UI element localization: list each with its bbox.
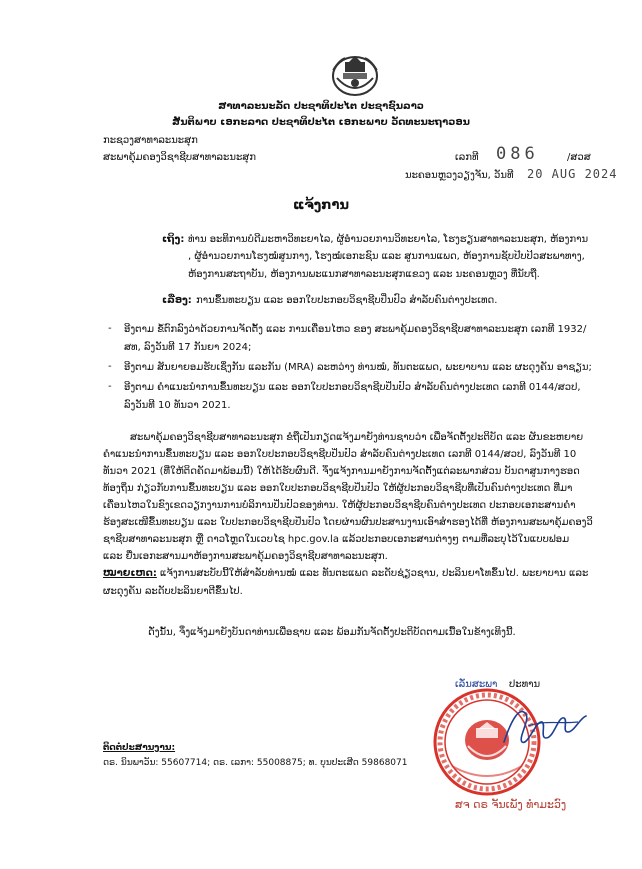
ministry-name: ກະຊວງສາທາລະນະສຸກ [103, 135, 198, 146]
subject-text: ການຂຶ້ນທະບຽນ ແລະ ອອກໃບປະກອບວິຊາຊີບປິ່ນປົວ ສໍາລັບຄົນຕ່າງປະເທດ. [196, 295, 498, 306]
body-line-7-end: ແລ້ວປະກອບເອກະສານຕ່າງໆ ຕາມທີ່ລະບຸໄວ້ໃນແບບຟອມ [342, 534, 570, 545]
signatory-title: ປະທານ [509, 679, 541, 690]
reference-1-line-1: ອີງຕາມ ຂໍ້ຕົກລົງວ່າດ້ວຍການຈັດຕັ້ງ ແລະ ການເຄື່ອນໄຫວ ຂອງ ສະພາຄຸ້ມຄອງວິຊາຊີບສາທາລະນະສຸກ ເລກທີ 1932/ [124, 324, 587, 335]
ref-number-label: ເລກທີ [455, 152, 479, 163]
on-behalf-text: ເລັ່ນສະພາ [455, 679, 498, 690]
body-line-5: ເຄື່ອນໄຫວໃນຂົງເຂດວຽກງານການບໍລິການປິ່ນປົວຂອງທ່ານ. ໃຫ້ຜູ້ປະກອບວິຊາຊີບຄົນຕ່າງປະເທດ ປະກອບເອກະສານຄໍາ [103, 500, 576, 511]
note-line-1: ແຈ້ງການສະບັບນີ້ໃຫ້ສໍາລັບທ່ານໝໍ ແລະ ທັນຕະແພດ ລະດັບຊ່ຽວຊານ, ປະລິນຍາໂທຂຶ້ນໄປ. ພະຍາບານ ແລະ [160, 568, 589, 579]
place-date-label: ນະຄອນຫຼວງວຽງຈັນ, ວັນທີ [405, 170, 514, 181]
to-line-1: ທ່ານ ອະທິການບໍດີມະຫາວິທະຍາໄລ, ຜູ້ອໍານວຍການວິທະຍາໄລ, ໂຮງຮຽນສາທາລະນະສຸກ, ຫ້ອງການ [188, 234, 589, 245]
reference-bullet-1: - [108, 323, 112, 334]
ref-number: 086 [496, 144, 539, 164]
national-header-line1: ສາທາລະນະລັດ ປະຊາທິປະໄຕ ປະຊາຊົນລາວ [218, 101, 424, 112]
body-line-1: ສະພາຄຸ້ມຄອງວິຊາຊີບສາທາລະນະສຸກ ຂໍຖືເປັນກຽດແຈ້ງມາຍັງທ່ານຊາບວ່າ ເພື່ອຈັດຕັ້ງປະຕິບັດ ແລະ ຜັນຂະຫຍາຍ [130, 432, 584, 443]
national-emblem-icon [329, 52, 381, 96]
reference-3-line-2: ລົງວັນທີ 10 ທັນວາ 2021. [124, 400, 231, 411]
closing-text: ດັ່ງນັ້ນ, ຈຶ່ງແຈ້ງມາຍັງບັນດາທ່ານເພື່ອຊາບ ແລະ ພ້ອມກັນຈັດຕັ້ງປະຕິບັດຕາມເນື້ອໃນຂ້າງເທິງນີ້. [148, 627, 516, 638]
signature-icon [498, 698, 590, 752]
to-line-3: ຫ້ອງການສະຖາບັນ, ຫ້ອງການພະແນກສາທາລະນະສຸກແຂວງ ແລະ ນະຄອນຫຼວງ ທີ່ນັບຖື. [188, 269, 540, 280]
note-label: ໝາຍເຫດ: [103, 568, 157, 579]
council-name: ສະພາຄຸ້ມຄອງວິຊາຊີບສາທາລະນະສຸກ [103, 152, 257, 163]
reference-bullet-2: - [108, 361, 112, 372]
subject-label: ເລື່ອງ: [162, 295, 192, 306]
national-header-line2: ສັນຕິພາບ ເອກະລາດ ປະຊາທິປະໄຕ ເອກະພາບ ວັດທະນະຖາວອນ [172, 117, 470, 128]
to-label: ເຖິງ: [162, 234, 185, 245]
issue-date: 20 AUG 2024 [527, 167, 618, 181]
website-link[interactable]: hpc.gov.la [287, 534, 339, 545]
body-line-7-start: ຊາຊີບສາທາລະນະສຸກ ຫຼື ດາວໂຫຼດໃນເວບໄຊ [103, 534, 285, 545]
reference-bullet-3: - [108, 381, 112, 392]
body-line-4: ທ້ອງຖິ່ນ ກ່ຽວກັບການຂຶ້ນທະບຽນ ແລະ ອອກໃບປະກອບວິຊາຊີບປິ່ນປົວ ໃຫ້ຜູ້ປະກອບວິຊາຊີບທີ່ເປັນຄົນຕ່າງປະເທດ ທີ່ມາ [103, 483, 573, 494]
body-line-6: ຮ້ອງສະເໜີຂຶ້ນທະບຽນ ແລະ ໃບປະກອບວິຊາຊີບປິ່ນປົວ ໂດຍຜ່ານຜົນປະສານງານເອົາສໍາຮອງໄດ້ທີ່ ຫ້ອງການສະພາຄຸ້ມຄອງວິ [103, 517, 593, 528]
contact-label: ຕິດຕໍ່ປະສານງານ: [103, 743, 176, 753]
body-line-3: ທັນວາ 2021 (ທີ່ໃຫ້ຕິດຄັດມາພ້ອມນີ້) ໃຫ້ໄດ້ຮັບຜົນດີ. ຈຶ່ງແຈ້ງການມາຍັງການຈັດຕັ້ງແຕ່ລະພາກສ່ວນ ບັນດາສູນກາງຮອດ [103, 466, 580, 477]
reference-2-line-1: ອີງຕາມ ສັນຍາຍອມຮັບເຊິ່ງກັນ ແລະກັນ (MRA) ລະຫວ່າງ ທ່ານໝໍ, ທັນຕະແພດ, ພະຍາບານ ແລະ ຜະດຸງຄັນ ອາຊຽນ; [124, 362, 592, 373]
note-line-2: ຜະດຸງຄັນ ລະດັບປະລິນຍາຕີຂຶ້ນໄປ. [103, 586, 243, 597]
body-line-7 [103, 533, 610, 547]
to-line-2: , ຜູ້ອໍານວຍການໂຮງໝໍສູນກາງ, ໂຮງໝໍເອກະຊົນ ແລະ ສູນການແພດ, ຫ້ອງການຊັບປີບປິວສະພາທາງ, [188, 251, 585, 262]
reference-1-line-2: ສທ, ລົງວັນທີ 17 ກັນຍາ 2024; [124, 342, 252, 353]
body-line-2: ຄໍາແນະນໍາການຂຶ້ນທະບຽນ ແລະ ອອກໃບປະກອບວິຊາຊີບປິ່ນປົວ ສໍາລັບຄົນຕ່າງປະເທດ ເລກທີ 0144/ສວປ, ລົງວັນທີ 10 [103, 449, 577, 460]
body-line-8: ແລະ ຍື່ນເອກະສານມາຫ້ອງການສະພາຄຸ້ມຄອງວິຊາຊີບສາທາລະນະສຸກ. [103, 551, 388, 562]
signatory-name: ສຈ ດຣ ຈັນເພັງ ທຳມະວົງ [455, 798, 567, 811]
reference-3-line-1: ອີງຕາມ ຄໍາແນະນໍາການຂຶ້ນທະບຽນ ແລະ ອອກໃບປະກອບວິຊາຊີບປິ່ນປົວ ສໍາລັບຄົນຕ່າງປະເທດ ເລກທີ 0144/ສວປ, [124, 382, 581, 393]
ref-number-suffix: /ສວສ [567, 152, 591, 163]
contact-text: ດຣ. ນິນພາວັນ: 55607714; ດຣ. ເລກາ: 55008875; ທ. ບຸນປະເສີດ 59868071 [103, 758, 408, 768]
document-title: ແຈ້ງການ [293, 198, 349, 213]
